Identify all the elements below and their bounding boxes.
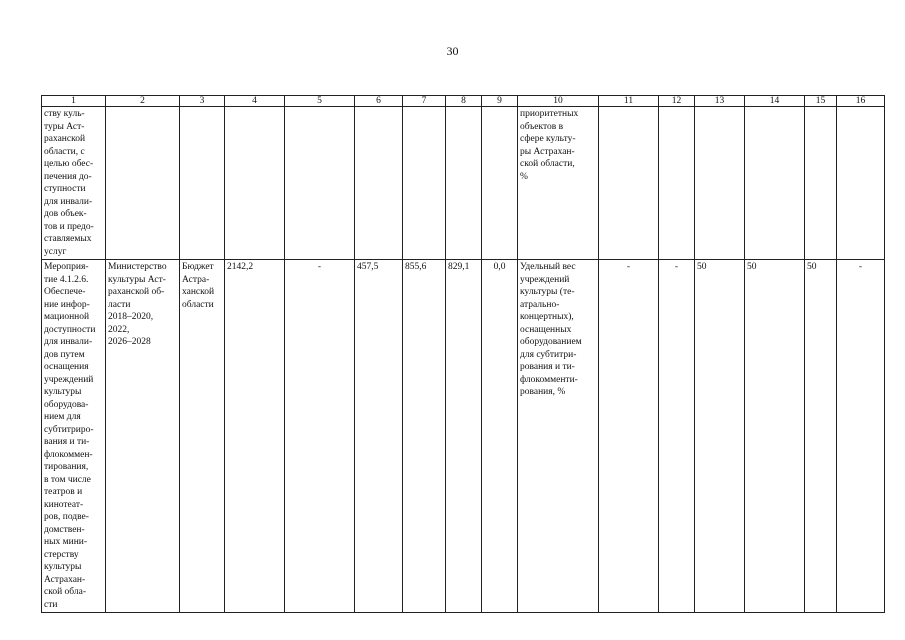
cell [518, 107, 599, 260]
cell-text-line: ханской [182, 287, 215, 297]
event-name-cell [42, 260, 106, 613]
cell-text-line: ние инфор- [44, 299, 90, 310]
cell-text-line: ству куль- [44, 109, 85, 119]
cell-text-line: объектов в [520, 121, 564, 132]
cell-text-line: для инвали- [44, 337, 93, 347]
cell-text-line: области, с [44, 146, 85, 157]
col-header-14: 14 [745, 96, 805, 107]
cell-text-line: рования, % [520, 387, 566, 397]
cell-text-line: ров, подве- [44, 512, 89, 522]
table-row [42, 107, 885, 260]
cell-text-line: Удельный вес [520, 262, 576, 272]
cell [599, 107, 659, 260]
data-table [41, 95, 885, 613]
cell-text-line: сти [44, 599, 58, 610]
cell-text-line: Астрахан- [44, 574, 86, 585]
cell-text-line: ры Астрахан- [520, 146, 575, 157]
cell-text-line: дов объек- [44, 209, 87, 219]
cell [659, 107, 695, 260]
cell-text-line: театров и [44, 487, 83, 497]
cell [225, 107, 285, 260]
cell-text-line: раханской об- [108, 287, 165, 297]
cell-text-line: вания и ти- [44, 437, 90, 447]
col-header-3: 3 [180, 96, 225, 107]
cell-text-line: ской обла- [44, 587, 87, 597]
cell-text-line: тие 4.1.2.6. [44, 274, 89, 285]
cell [837, 107, 885, 260]
amount-cell [285, 260, 355, 613]
indicator-value-cell [745, 260, 805, 613]
cell-text-line: кинотеат- [44, 499, 84, 510]
cell [285, 107, 355, 260]
cell-text-line: атрально- [520, 299, 560, 310]
total-amount-cell [225, 260, 285, 613]
funding-source-cell [180, 260, 225, 613]
cell-text-line: концертных), [520, 312, 574, 322]
cell-text-line: 50 [697, 262, 707, 272]
indicator-value-cell [659, 260, 695, 613]
cell-text-line: доступности [44, 324, 96, 335]
cell-text-line: раханской [44, 134, 86, 144]
cell [805, 107, 837, 260]
cell-text-line: сфере культу- [520, 134, 576, 144]
cell [180, 107, 225, 260]
cell-text-line: оборудова- [44, 399, 89, 410]
indicator-value-cell [599, 260, 659, 613]
col-header-2: 2 [106, 96, 180, 107]
cell-text-line: 2142,2 [227, 262, 254, 272]
col-header-1: 1 [42, 96, 106, 107]
cell [42, 107, 106, 260]
cell-text-line: Обеспече- [44, 287, 86, 297]
cell [446, 107, 482, 260]
cell-text-line: для инвали- [44, 196, 93, 207]
cell-text-line: рования и ти- [520, 362, 575, 372]
cell-text-line: культуры [44, 562, 82, 572]
amount-cell [403, 260, 446, 613]
header-row [42, 96, 885, 107]
cell-text-line: мационной [44, 312, 90, 322]
cell-text-line: флокомменти- [520, 374, 578, 385]
amount-cell [355, 260, 403, 613]
cell-text-line: 2018–2020, [108, 312, 154, 322]
cell-text-line: - [674, 262, 679, 272]
cell-text-line: стерству [44, 549, 79, 560]
indicator-value-cell [695, 260, 745, 613]
cell-text-line: 829,1 [448, 262, 470, 272]
cell-text-line: культуры (те- [520, 287, 575, 297]
cell-text-line: области [182, 299, 214, 310]
col-header-7: 7 [403, 96, 446, 107]
cell-text-line: - [626, 262, 631, 272]
cell-text-line: учреждений [520, 274, 570, 285]
col-header-16: 16 [837, 96, 885, 107]
cell-text-line: - [317, 262, 322, 272]
cell [482, 107, 518, 260]
col-header-10: 10 [518, 96, 599, 107]
cell-text-line: туры Аст- [44, 121, 85, 132]
cell-text-line: 2022, [108, 324, 130, 335]
indicator-value-cell [805, 260, 837, 613]
indicator-value-cell [837, 260, 885, 613]
col-header-4: 4 [225, 96, 285, 107]
cell-text-line: субтитриро- [44, 424, 94, 435]
cell-text-line: нием для [44, 412, 81, 422]
executor-cell [106, 260, 180, 613]
cell-text-line: тов и предо- [44, 221, 94, 232]
cell-text-line: 0,0 [493, 262, 506, 272]
cell-text-line: флокоммен- [44, 449, 93, 460]
cell-text-line: для субтитри- [520, 349, 577, 360]
cell [745, 107, 805, 260]
cell-text-line: 855,6 [405, 262, 427, 272]
cell-text-line: тирования, [44, 462, 89, 472]
cell-text-line: ласти [108, 299, 131, 310]
cell-text-line: Бюджет [182, 262, 214, 272]
cell-text-line: ных мини- [44, 537, 88, 547]
col-header-5: 5 [285, 96, 355, 107]
cell-text-line: культуры [44, 387, 82, 397]
page-number: 30 [446, 44, 459, 58]
cell-text-line: в том числе [44, 474, 91, 485]
cell-text-line: % [520, 171, 528, 182]
cell-text-line: 50 [747, 262, 757, 272]
cell [355, 107, 403, 260]
indicator-cell [518, 260, 599, 613]
cell-text-line: печения до- [44, 171, 92, 182]
cell-text-line: оборудованием [520, 337, 582, 347]
cell [106, 107, 180, 260]
cell-text-line: ской области, [520, 159, 575, 169]
cell-text-line: 2026–2028 [108, 337, 151, 347]
cell-text-line: Астра- [182, 274, 210, 285]
col-header-11: 11 [599, 96, 659, 107]
cell-text-line: культуры Аст- [108, 274, 166, 285]
col-header-15: 15 [805, 96, 837, 107]
cell-text-line: учреждений [44, 374, 94, 385]
cell-text-line: дов путем [44, 349, 85, 360]
cell [403, 107, 446, 260]
cell-text-line: Министерство [108, 262, 167, 272]
col-header-13: 13 [695, 96, 745, 107]
cell-text-line: Мероприя- [44, 262, 89, 272]
cell-text-line: приоритетных [520, 109, 579, 119]
cell-text-line: услуг [44, 246, 67, 257]
cell-text-line: домствен- [44, 524, 85, 535]
cell-text-line: оснащения [44, 362, 89, 372]
cell-text-line: - [858, 262, 863, 272]
cell-text-line: ступности [44, 184, 86, 194]
cell [695, 107, 745, 260]
col-header-12: 12 [659, 96, 695, 107]
col-header-9: 9 [482, 96, 518, 107]
table-row [42, 260, 885, 613]
amount-cell [446, 260, 482, 613]
col-header-8: 8 [446, 96, 482, 107]
cell-text-line: оснащенных [520, 324, 572, 335]
cell-text-line: ставляемых [44, 234, 92, 244]
amount-cell [482, 260, 518, 613]
cell-text-line: 457,5 [357, 262, 379, 272]
cell-text-line: 50 [807, 262, 817, 272]
col-header-6: 6 [355, 96, 403, 107]
cell-text-line: целью обес- [44, 159, 94, 169]
